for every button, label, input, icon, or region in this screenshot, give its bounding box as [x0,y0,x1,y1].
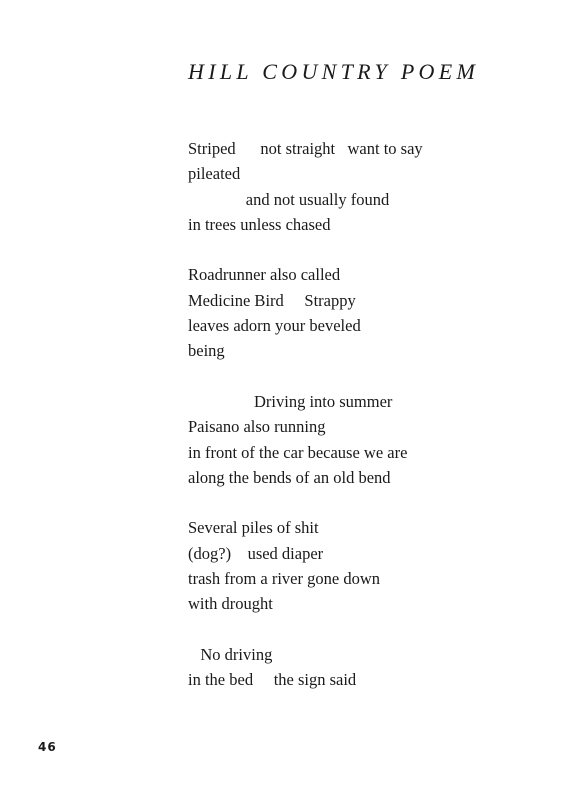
poem-line: in front of the car because we are [188,442,408,462]
poem-line: in the bed the sign said [188,670,357,690]
stanza-break [188,237,423,262]
poem-line: and not usually found [188,189,390,209]
poem-line: with drought [188,594,273,614]
stanza-break [188,364,423,389]
poem-line: leaves adorn your beveled [188,316,361,336]
poem-line: Roadrunner also called [188,265,341,285]
poem-line: Striped not straight want to say [188,139,423,158]
poem-line: (dog?) used diaper [188,543,324,563]
poem-line: Paisano also running [188,417,326,437]
poem-line: in trees unless chased [188,214,331,234]
poem-title: HILL COUNTRY POEM [188,59,480,84]
poem-line: being [188,341,225,361]
poem-line: pileated [188,164,241,184]
poem-line: trash from a river gone down [188,569,380,589]
poem-line: No driving [188,644,273,664]
poem-line: along the bends of an old bend [188,467,391,487]
poem-line: Driving into summer [188,391,393,411]
poem-line: Several piles of shit [188,518,319,538]
poem-line: Medicine Bird Strappy [188,290,356,310]
stanza-break [188,617,423,642]
page-number: 46 [38,740,57,754]
poem-body [188,136,423,693]
stanza-break [188,490,423,515]
